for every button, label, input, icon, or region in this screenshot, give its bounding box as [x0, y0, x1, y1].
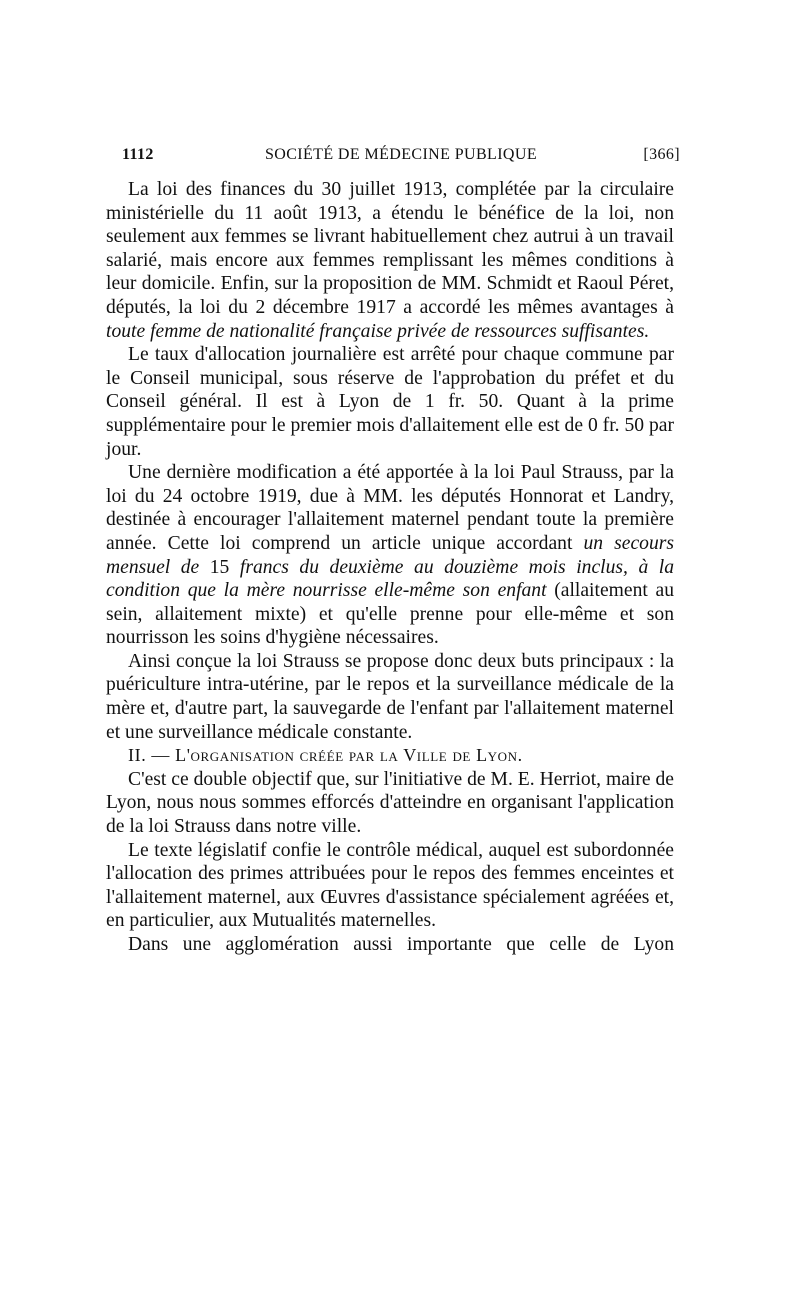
italic-run: toute femme de nationalité française privée de ressources suffisantes. [106, 320, 650, 342]
text-run: C'est ce double objectif que, sur l'initiative de M. E. Herriot, maire de Lyon, nous nous sommes efforcés d'atteindre en organisant l'application de la loi Strauss dans notre ville. [106, 768, 674, 838]
paragraphs-after-heading [106, 768, 674, 957]
text-run: Le texte législatif confie le contrôle médical, auquel est subordonnée l'allocation des primes attribuées pour le repos des femmes enceintes et l'allaitement maternel, aux Œuvres d'assistance spécialement agréées et, en particulier, aux Mutualités maternelles. [106, 839, 674, 932]
paragraphs-before-heading [106, 178, 674, 744]
italic-run: un secours mensuel de [106, 532, 675, 578]
paragraph [106, 933, 674, 957]
section-title: L'organisation créée par la Ville de Lyon. [175, 745, 523, 766]
paragraph [106, 839, 674, 933]
page-reference: [366] [643, 146, 680, 163]
text-run: La loi des finances du 30 juillet 1913, complétée par la circulaire ministérielle du 11 août 1913, a étendu le bénéfice de la loi, non seulement aux femmes se livrant habituellement chez autrui à un travail salarié, mais encore aux femmes remplissant les mêmes conditions à leur domicile. Enfin, sur la proposition de MM. Schmidt et Raoul Péret, députés, la loi du 2 décembre 1917 a accordé les mêmes avantages à [106, 179, 674, 318]
text-run: Ainsi conçue la loi Strauss se propose donc deux buts principaux : la puériculture intra-utérine, par le repos et la surveillance médicale de la mère et, d'autre part, la sauvegarde de l'enfant par l'allaitement maternel et une surveillance médicale constante. [106, 650, 674, 743]
running-title: SOCIÉTÉ DE MÉDECINE PUBLIQUE [264, 146, 538, 163]
text-run: 15 [199, 556, 240, 578]
italic-run: francs du deuxième au douzième mois inclus, à la condition que la mère nourrisse elle-même son enfant [106, 556, 675, 602]
paragraph [106, 461, 674, 650]
paragraph [106, 768, 674, 839]
text-run: (allaitement au sein, allaitement mixte) et qu'elle prenne pour elle-même et son nourrisson les soins d'hygiène nécessaires. [106, 580, 675, 649]
paragraph [106, 178, 674, 343]
page-number: 1112 [122, 146, 154, 163]
paragraph [106, 343, 674, 461]
section-number: II. — [128, 745, 170, 766]
text-run: Une dernière modification a été apportée à la loi Paul Strauss, par la loi du 24 octobre 1919, due à MM. les députés Honnorat et Landry, destinée à encourager l'allaitement maternel pendant toute la première année. Cette loi comprend un article unique accordant [106, 462, 674, 554]
text-run: Dans une agglomération aussi importante que celle de Lyon [128, 934, 674, 955]
body-text [106, 178, 674, 957]
paragraph [106, 650, 674, 744]
text-run: Le taux d'allocation journalière est arrêté pour chaque commune par le Conseil municipal, sous réserve de l'approbation du préfet et du Conseil général. Il est à Lyon de 1 fr. 50. Quant à la prime supplémentaire pour le premier mois d'allaitement elle est de 0 fr. 50 par jour. [106, 344, 674, 460]
section-heading [106, 744, 674, 768]
running-header [122, 146, 680, 170]
